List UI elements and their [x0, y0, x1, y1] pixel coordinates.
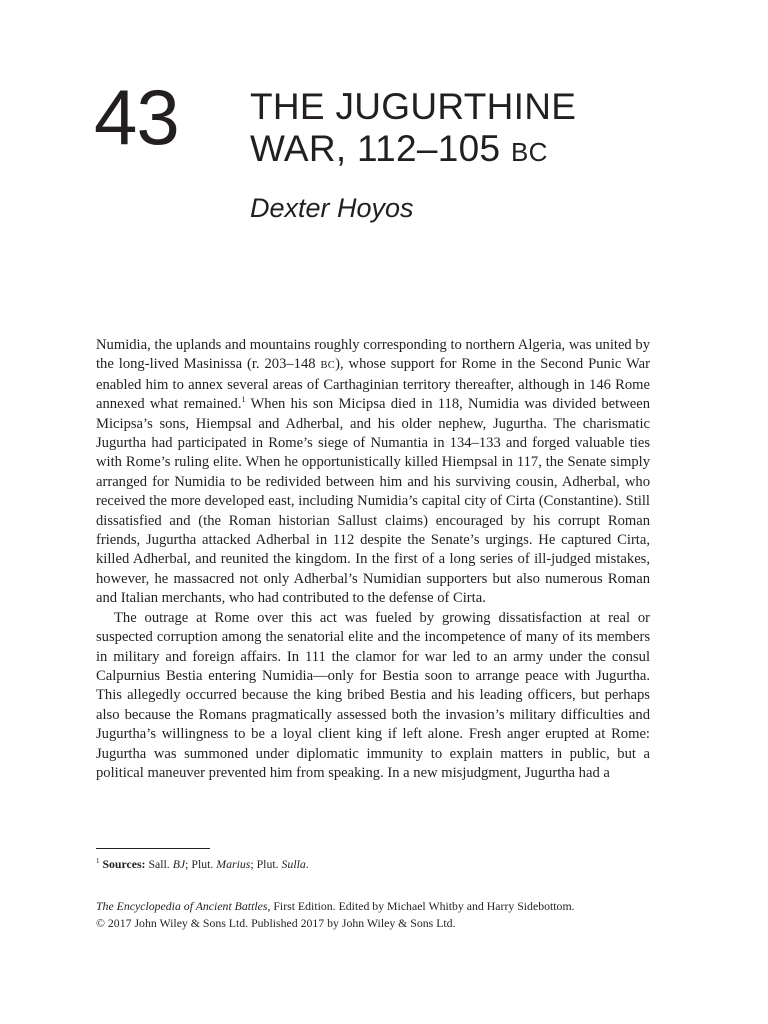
body-text [96, 336, 650, 783]
chapter-title-line2: WAR, 112–105 [250, 128, 511, 169]
footnote-divider [96, 848, 210, 849]
footnote-ref[interactable]: 1 [241, 395, 246, 405]
chapter-title-era: BC [511, 137, 548, 167]
paragraph-2: The outrage at Rome over this act was fueled by growing dissatisfaction at real or suspected corruption among the senatorial elite and the incompetence of many of its members in military and foreign affairs. In 111 the clamor for war led to an army under the consul Calpurnius Bestia entering Numidia—only for Bestia soon to arrange peace with Jugurtha. This allegedly occurred because the king bribed Bestia and his leading officers, but perhaps also because the Romans pragmatically assessed both the invasion’s military difficulties and Jugurtha’s willingness to be a loyal client king if left alone. Fresh anger erupted at Rome: Jugurtha was summoned under diplomatic immunity to explain matters in public, but a political maneuver prevented him from speaking. In a new misjudgment, Jugurtha had a [96, 609, 650, 781]
chapter-author: Dexter Hoyos [250, 193, 414, 223]
era-small-caps: BC [320, 360, 336, 372]
copyright-notice: The Encyclopedia of Ancient Battles, First Edition. Edited by Michael Whitby and Harry Sidebottom. © 2017 John Wiley & Sons Ltd. Published 2017 by John Wiley & Sons Ltd. [96, 899, 575, 930]
footnote-label: Sources: [102, 857, 146, 871]
paragraph-1: Numidia, the uplands and mountains roughly corresponding to northern Algeria, was united by the long-lived Masinissa (r. 203–148 BC), whose support for Rome in the Second Punic War enabled him to annex several areas of Carthaginian territory thereafter, although in 146 Rome annexed what remained.$^1$ When his son Micipsa died in 118, Numidia was divided between Micipsa’s sons, Hiempsal and Adherbal, and his older nephew, Jugurtha. The charismatic Jugurtha had participated in Rome’s siege of Numantia in 134–133 and forged valuable ties with Rome’s ruling elite. When he opportunistically killed Hiempsal in 117, the Senate simply arranged for Numidia to be redivided between him and his surviving cousin, Adherbal, who received the more developed east, including Numidia’s capital city of Cirta (Constantine). Still dissatisfied and (the Roman historian Sallust claims) encouraged by his corrupt Roman friends, Jugurtha attacked Adherbal in 112 despite the Senate’s urgings. He captured Cirta, killed Adherbal, and reunited the kingdom. In the first of a long series of ill-judged mistakes, however, he massacred not only Adherbal’s Numidian supporters but also numerous Roman and Italian merchants, who had contributed to the defense of Cirta. [96, 337, 651, 607]
copyright-line: © 2017 John Wiley & Sons Ltd. Published 2017 by John Wiley & Sons Ltd. [96, 916, 456, 930]
book-title: The Encyclopedia of Ancient Battles [96, 899, 268, 913]
chapter-number: 43 [94, 73, 179, 161]
footnote: $^1$ Sources: Sall. BJ; Plut. Marius; Plut. Sulla. [96, 857, 309, 871]
chapter-title-line1: THE JUGURTHINE [250, 86, 577, 127]
footnote-number: 1 [96, 857, 100, 865]
chapter-title [250, 86, 576, 173]
